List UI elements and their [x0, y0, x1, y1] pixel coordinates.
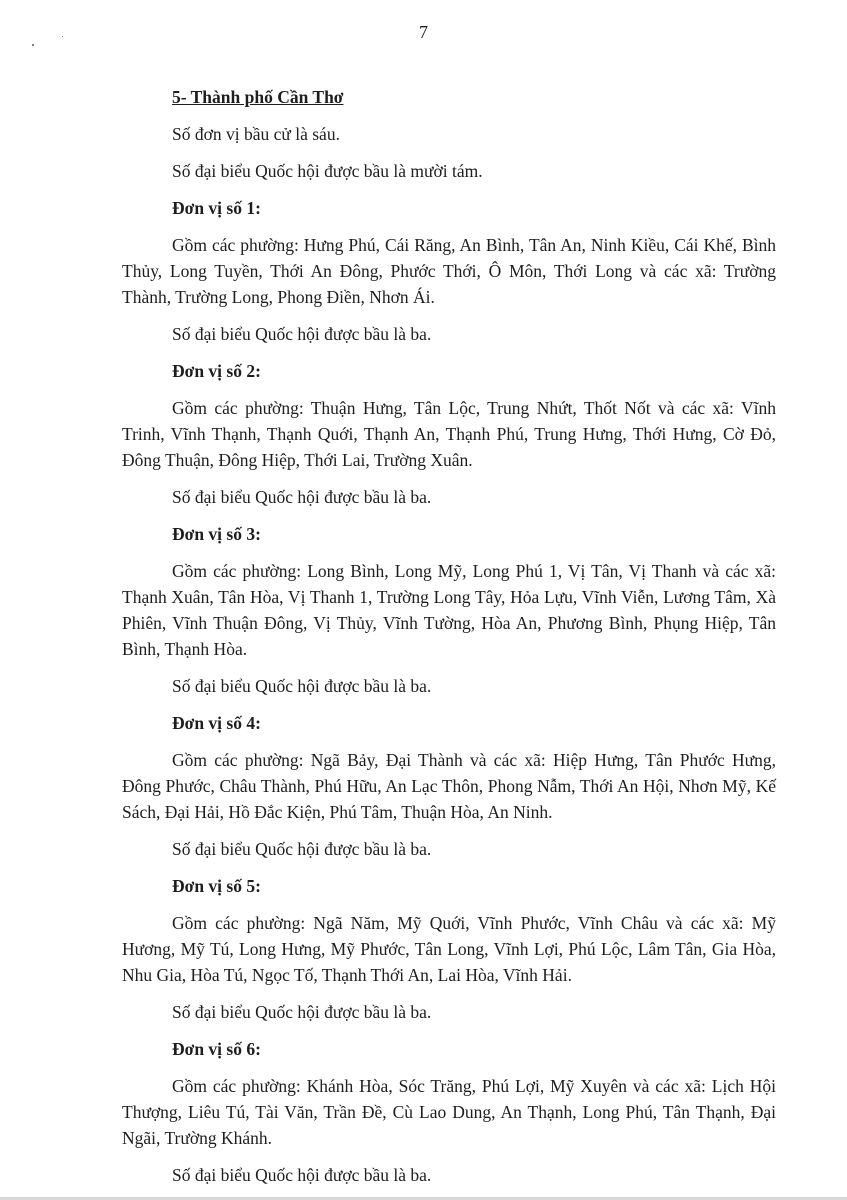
total-delegates-line: Số đại biểu Quốc hội được bầu là mười tám. [172, 161, 483, 181]
unit-delegates-line: Số đại biểu Quốc hội được bầu là ba. [172, 676, 432, 696]
unit-heading: Đơn vị số 4: [172, 713, 261, 733]
unit-heading: Đơn vị số 1: [172, 198, 261, 218]
page-number: 7 [419, 22, 428, 42]
unit-heading: Đơn vị số 5: [172, 876, 261, 896]
unit-wards-list: Gồm các phường: Long Bình, Long Mỹ, Long Phú 1, Vị Tân, Vị Thanh và các xã: Thạnh Xuân, Tân Hòa, Vị Thanh 1, Trường Long Tây, Hỏa Lựu, Vĩnh Viễn, Lương Tâm, Xà Phiên, Vĩnh Thuận Đông, Vị Thủy, Vĩnh Tường, Hòa An, Phương Bình, Phụng Hiệp, Tân Bình, Thạnh Hòa. [122, 561, 776, 659]
unit-wards-list: Gồm các phường: Ngã Năm, Mỹ Quới, Vĩnh Phước, Vĩnh Châu và các xã: Mỹ Hương, Mỹ Tú, Long Hưng, Mỹ Phước, Tân Long, Vĩnh Lợi, Phú Lộc, Lâm Tân, Gia Hòa, Nhu Gia, Hòa Tú, Ngọc Tố, Thạnh Thới An, Lai Hòa, Vĩnh Hải. [122, 913, 776, 985]
document-body [122, 84, 776, 1199]
unit-2 [122, 358, 776, 510]
unit-6 [122, 1036, 776, 1188]
unit-wards-list: Gồm các phường: Khánh Hòa, Sóc Trăng, Phú Lợi, Mỹ Xuyên và các xã: Lịch Hội Thượng, Liêu Tú, Tài Văn, Trần Đề, Cù Lao Dung, An Thạnh, Long Phú, Tân Thạnh, Đại Ngãi, Trường Khánh. [122, 1076, 776, 1148]
unit-delegates-line: Số đại biểu Quốc hội được bầu là ba. [172, 839, 432, 859]
section-title: 5- Thành phố Cần Thơ [172, 87, 344, 107]
unit-delegates-line: Số đại biểu Quốc hội được bầu là ba. [172, 324, 432, 344]
unit-wards-list: Gồm các phường: Hưng Phú, Cái Răng, An Bình, Tân An, Ninh Kiều, Cái Khế, Bình Thủy, Long Tuyền, Thới An Đông, Phước Thới, Ô Môn, Thới Long và các xã: Trường Thành, Trường Long, Phong Điền, Nhơn Ái. [122, 235, 776, 307]
unit-heading: Đơn vị số 3: [172, 524, 261, 544]
unit-4 [122, 710, 776, 862]
unit-heading: Đơn vị số 2: [172, 361, 261, 381]
unit-1 [122, 195, 776, 347]
unit-delegates-line: Số đại biểu Quốc hội được bầu là ba. [172, 1165, 432, 1185]
scan-speck [32, 44, 34, 46]
unit-5 [122, 873, 776, 1025]
unit-delegates-line: Số đại biểu Quốc hội được bầu là ba. [172, 1002, 432, 1022]
unit-delegates-line: Số đại biểu Quốc hội được bầu là ba. [172, 487, 432, 507]
unit-wards-list: Gồm các phường: Ngã Bảy, Đại Thành và các xã: Hiệp Hưng, Tân Phước Hưng, Đông Phước, Châu Thành, Phú Hữu, An Lạc Thôn, Phong Nẫm, Thới An Hội, Nhơn Mỹ, Kế Sách, Đại Hải, Hồ Đắc Kiện, Phú Tâm, Thuận Hòa, An Ninh. [122, 750, 776, 822]
unit-heading: Đơn vị số 6: [172, 1039, 261, 1059]
unit-count-line: Số đơn vị bầu cử là sáu. [172, 124, 340, 144]
unit-wards-list: Gồm các phường: Thuận Hưng, Tân Lộc, Trung Nhứt, Thốt Nốt và các xã: Vĩnh Trinh, Vĩnh Thạnh, Thạnh Quới, Thạnh An, Thạnh Phú, Trung Hưng, Thới Hưng, Cờ Đỏ, Đông Thuận, Đông Hiệp, Thới Lai, Trường Xuân. [122, 398, 776, 470]
unit-3 [122, 521, 776, 699]
